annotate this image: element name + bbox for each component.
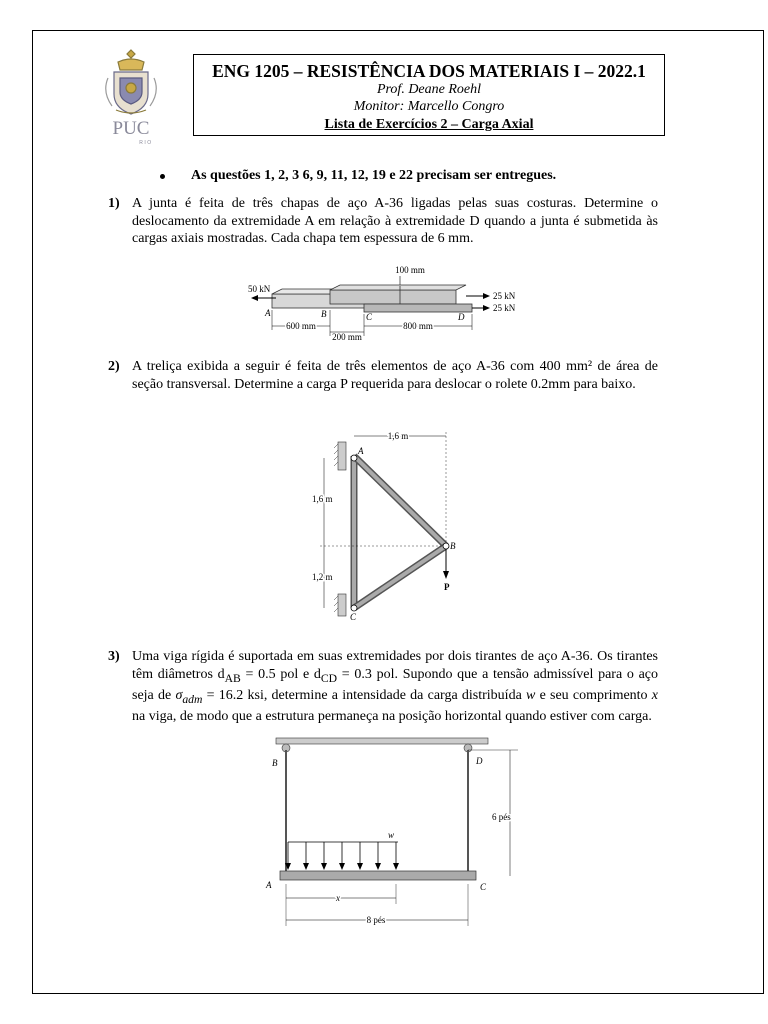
joint-figure [246,262,526,342]
submission-note [168,168,556,184]
svg-text:D: D [458,312,465,322]
submission-note-text: As questões 1, 2, 3 6, 9, 11, 12, 19 e 22 precisam ser entregues. [191,168,557,183]
svg-text:200 mm: 200 mm [332,332,362,342]
question-number: 1) [108,196,120,211]
list-title: Lista de Exercícios 2 – Carga Axial [324,117,534,132]
svg-text:B: B [450,541,456,551]
svg-text:C: C [366,312,373,322]
puc-rio-logo [98,48,164,148]
svg-text:50 kN: 50 kN [248,284,271,294]
question-text: A junta é feita de três chapas de aço A-36 ligadas pelas suas costuras. Determine o deslocamento da extremidade A em relação à extremidade D quando a junta é submetida às cargas axiais mostradas. Cada chapa tem espessura de 6 mm. [132,196,658,246]
svg-text:1,2 m: 1,2 m [312,572,333,582]
logo-subtext: RIO [139,140,153,146]
professor-name: Prof. Deane Roehl [376,82,482,97]
svg-text:8 pés: 8 pés [366,915,386,925]
svg-text:C: C [350,612,357,622]
logo-text: PUC [112,118,150,139]
svg-text:B: B [272,758,278,768]
svg-text:A: A [266,880,272,890]
beam-figure [258,736,528,932]
svg-text:1,6 m: 1,6 m [387,431,409,441]
question-3 [108,648,658,726]
monitor-name: Monitor: Marcello Congro [353,99,505,114]
svg-text:6 pés: 6 pés [492,812,511,822]
svg-text:w: w [388,830,395,840]
svg-text:25 kN: 25 kN [493,291,516,301]
question-1 [108,195,658,248]
svg-text:C: C [480,882,487,892]
svg-text:D: D [476,756,483,766]
question-number: 2) [108,359,120,374]
question-text: Uma viga rígida é suportada em suas extremidades por dois tirantes de aço A-36. Os tirantes têm diâmetros $d_{AB} = 0.5$ pol e $d_{CD} = 0.3$ pol. Supondo que a tensão admissível para o aço seja de $\sigma_{adm} = 16.2$ ksi, determine a intensidade da carga distribuída w e seu comprimento x na viga, de modo que a estrutura permaneça na posição horizontal quando estiver com carga. [132,649,659,725]
question-number: 3) [108,649,120,664]
course-title: ENG 1205 – RESISTÊNCIA DOS MATERIAIS I – 2022.1 [212,61,646,81]
question-text: A treliça exibida a seguir é feita de três elementos de aço A-36 com 400 mm² de área de seção transversal. Determine a carga P requerida para deslocar o rolete 0.2mm para baixo. [132,359,658,392]
bullet-icon [160,174,165,179]
svg-text:800 mm: 800 mm [403,321,433,331]
svg-text:25 kN: 25 kN [493,303,516,313]
truss-figure [306,424,476,624]
question-2 [108,358,658,393]
svg-text:P: P [444,582,450,592]
header-box [193,54,665,136]
svg-text:600 mm: 600 mm [286,321,316,331]
svg-text:1,6 m: 1,6 m [312,494,333,504]
svg-text:A: A [265,308,271,318]
svg-text:x: x [336,893,340,903]
svg-text:A: A [358,446,364,456]
svg-text:B: B [321,309,327,319]
svg-text:100 mm: 100 mm [395,265,425,275]
